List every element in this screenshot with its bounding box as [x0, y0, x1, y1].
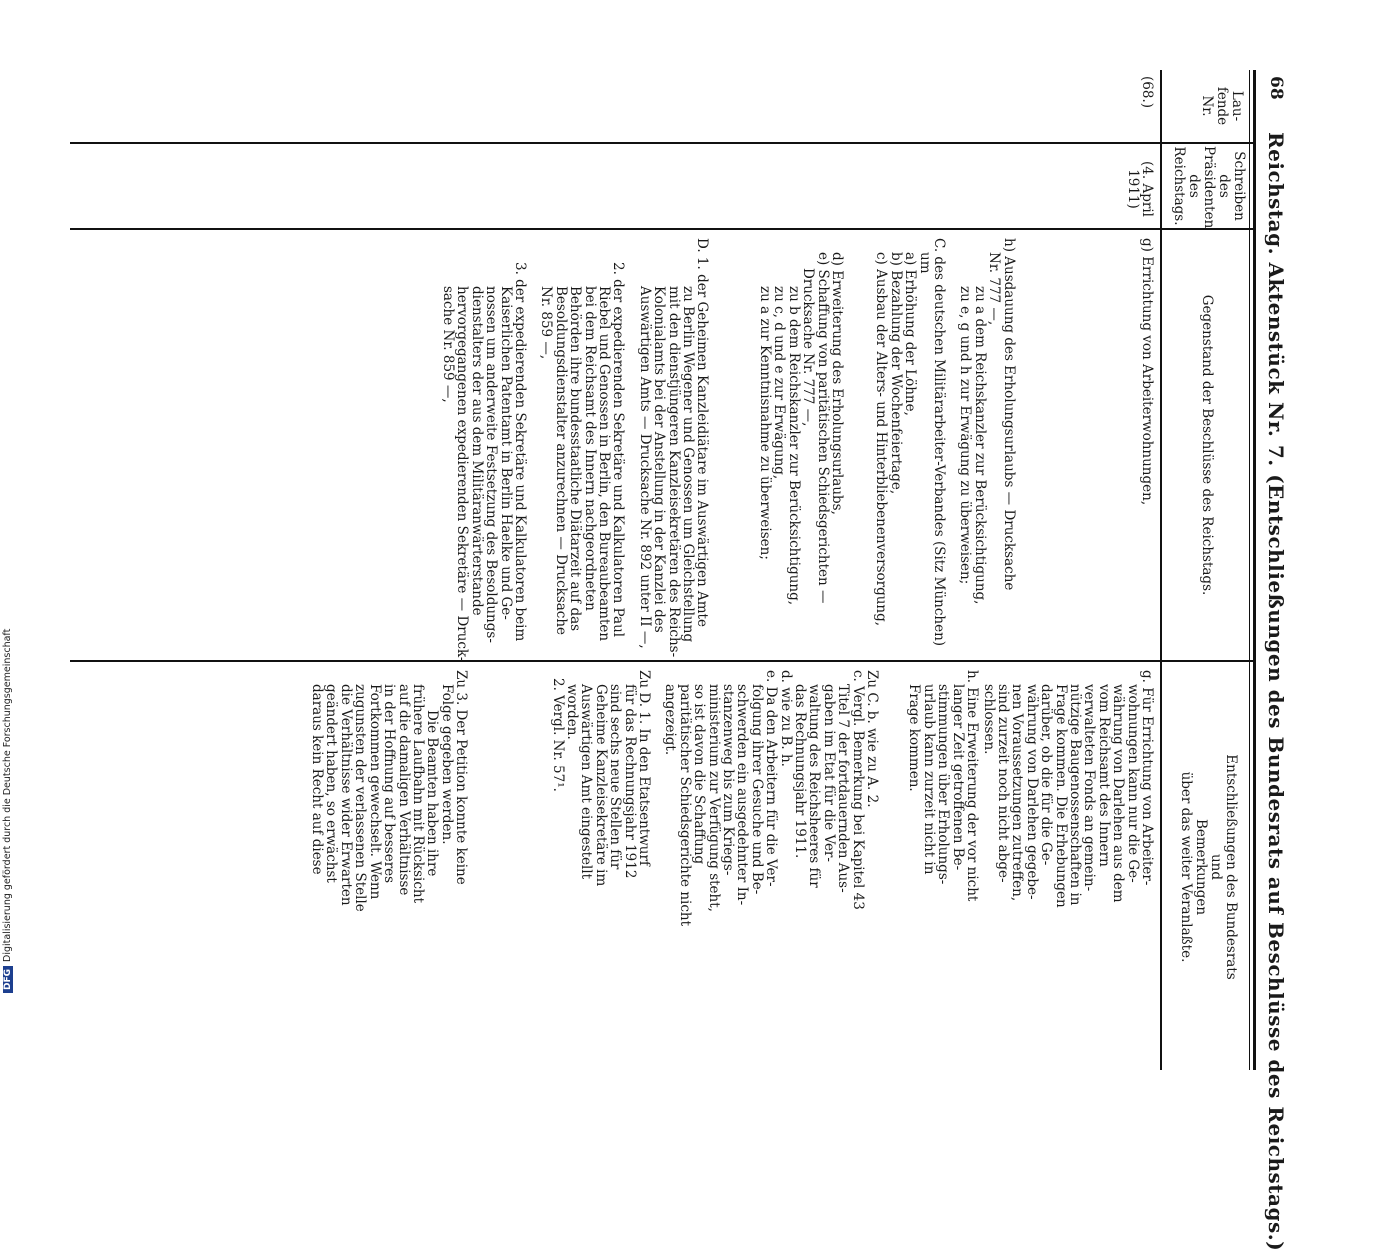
header-line: über das weiter Veranlaßte.	[1178, 771, 1194, 963]
text-line: C. des deutschen Militärarbeiter-Verbandes (Sitz München)	[930, 238, 947, 647]
text-line: Drucksache Nr. 777 —,	[800, 268, 817, 427]
text-line: Nr. 777 —,	[986, 252, 1003, 326]
text-line: c. Vergl. Bemerkung bei Kapitel 43	[849, 670, 866, 910]
text-line: g. Für Errichtung von Arbeiter-	[1139, 670, 1155, 886]
header-schreiben	[1171, 146, 1247, 229]
text-line: zugunsten der verlassenen Stelle	[352, 684, 369, 912]
text-line: Frage kommen. Die Erhebungen	[1052, 684, 1069, 908]
text-line: Auswärtigen Amt eingestellt	[578, 684, 595, 880]
header-line: Gegenstand der Beschlüsse des Reichstags.	[1199, 294, 1215, 596]
text-line: währung von Darlehen aus dem	[1110, 684, 1127, 903]
entschliessung-block-c-e	[663, 670, 778, 1066]
text-line: die Verhältnisse wider Erwarten	[337, 684, 354, 906]
text-line: b) Bezahlung der Wochenfeiertage,	[887, 252, 904, 495]
gegenstand-block-d3	[440, 238, 529, 662]
text-line: g) Errichtung von Arbeiterwohnungen,	[1139, 238, 1155, 506]
text-line: Kaiserlichen Patentamt in Berlin Haelke und Ge-	[497, 286, 514, 620]
header-line: Lau-	[1229, 90, 1245, 122]
text-line: h) Ausdauung des Erholungsurlaubs — Drucksache	[1000, 238, 1017, 591]
text-line: darüber, ob die für die Ge-	[1038, 684, 1055, 866]
text-line: c) Ausbau der Alters- und Hinterbliebenenversorgung,	[873, 252, 890, 627]
text-line: stanzenweg bis zum Kriegs-	[720, 684, 737, 876]
text-line: so ist davon die Schaffung	[691, 684, 708, 865]
text-line: zu b dem Reichskanzler zur Berücksichtigung,	[785, 286, 802, 606]
gegenstand-block-d2	[539, 238, 625, 656]
dfg-logo-icon: DFG	[3, 966, 13, 993]
text-line: schwerden ein ausgedehnter In-	[734, 684, 751, 906]
text-line: d) Erweiterung des Erholungsurlaubs,	[828, 252, 845, 515]
text-line: Geheime Kanzleisekretäre im	[592, 684, 609, 887]
column-divider-1	[70, 142, 1256, 144]
gegenstand-block-h	[958, 238, 1016, 656]
text-line: folgung ihrer Gesuche und Be-	[748, 684, 765, 895]
text-line: urlaub kann zurzeit nicht in	[920, 684, 937, 875]
digitization-credit	[2, 629, 13, 993]
header-line: und	[1208, 853, 1224, 881]
entschliessung-block-c-c	[793, 670, 865, 1066]
header-gegenstand	[1199, 232, 1214, 658]
header-line: Nr.	[1199, 95, 1215, 117]
text-line: a) Erhöhung der Löhne,	[902, 252, 919, 416]
entschliessung-block-g	[981, 670, 1154, 1066]
text-line: Besoldungsdienstalter anzurechnen — Drucksache	[552, 286, 569, 636]
text-line: waltung des Reichsheeres für	[806, 684, 823, 888]
text-line: frühere Laufbahn mit Rücksicht	[409, 684, 426, 903]
text-line: Nr. 859 —,	[538, 286, 555, 360]
text-line: sind zurzeit noch nicht abge-	[994, 684, 1011, 883]
text-line: Frage kommen.	[906, 684, 923, 792]
entschliessung-block-d1	[565, 670, 651, 1066]
column-divider-2	[70, 228, 1256, 230]
text-line: bei dem Reichsamt des Innern nachgeordneten	[581, 286, 598, 611]
text-line: sache Nr. 859 —,	[440, 286, 456, 403]
text-line: D. 1. der Geheimen Kanzleidiätare im Auswärtigen Amte	[694, 238, 711, 627]
text-line: daraus kein Recht auf diese	[309, 684, 326, 875]
text-line: zu Berlin Wegener und Genossen um Gleichstellung	[680, 286, 697, 643]
header-line: Präsidenten	[1201, 146, 1217, 229]
header-bottom-rule	[1160, 70, 1162, 1070]
gegenstand-block-c	[874, 238, 946, 656]
text-line: Behörden ihre bundesstaatliche Diätarzeit auf das	[567, 286, 584, 632]
column-divider-3	[70, 660, 1256, 662]
text-line: Die Beamten haben ihre	[424, 710, 441, 877]
text-line: Zu D. 1. In den Etatsentwurf	[636, 670, 652, 866]
text-line: in der Hoffnung auf besseres	[381, 684, 398, 884]
text-line: e. Da den Arbeitern für die Ver-	[763, 670, 780, 887]
text-line: hervorgegangenen expedierenden Sekretäre — Druck-	[454, 286, 471, 662]
text-line: mit den dienstjüngeren Kanzleisekretären des Reichs-	[665, 286, 682, 658]
gegenstand-block-de	[758, 238, 844, 656]
header-line: des	[1186, 174, 1202, 198]
date-line: (4. April	[1139, 161, 1155, 217]
text-line: nützige Baugenossenschaften in	[1066, 684, 1083, 906]
text-line: nen Voraussetzungen zutreffen,	[1009, 684, 1026, 902]
text-line: gaben im Etat für die Ver-	[820, 684, 837, 862]
text-line: schlossen.	[980, 684, 997, 755]
text-line: zu e, g und h zur Erwägung zu überweisen;	[957, 286, 974, 585]
text-line: zu c, d und e zur Erwägung,	[771, 286, 788, 480]
header-entschliessungen	[1178, 664, 1238, 1070]
entschliessungen-column	[310, 670, 1154, 1066]
header-line: fende	[1214, 86, 1230, 126]
document-page	[70, 70, 1290, 1251]
text-line: währung von Darlehen gegebe-	[1023, 684, 1040, 900]
text-line: langer Zeit getroffenen Be-	[949, 684, 966, 871]
table-top-rule-thin	[1249, 70, 1250, 1070]
text-line: Zu C. b. wie zu A. 2.	[864, 670, 881, 808]
text-line: ministerium zur Verfügung steht,	[705, 684, 722, 912]
text-line: für das Rechnungsjahr 1912	[621, 684, 638, 879]
text-line: angezeigt.	[662, 684, 679, 756]
text-line: zu a zur Kenntnisnahme zu überweisen;	[756, 286, 773, 560]
text-line: Auswärtigen Amts — Drucksache Nr. 892 unter II —,	[636, 286, 653, 649]
text-line: nossen um anderweite Festsetzung des Besoldungs-	[483, 286, 500, 643]
text-line: paritätischer Schiedsgerichte nicht	[676, 684, 693, 927]
text-line: Zu 3. Der Petition konnte keine	[453, 670, 470, 885]
text-line: sind sechs neue Stellen für	[607, 684, 624, 870]
text-line: Fortkommen gewechselt. Wenn	[366, 684, 383, 900]
table-top-rule	[1253, 70, 1256, 1070]
header-line: Bemerkungen	[1193, 818, 1209, 916]
text-line: 3. der expedierenden Sekretäre und Kalkulatoren beim	[512, 262, 529, 642]
entschliessung-block-h	[907, 670, 979, 1066]
text-line: worden.	[563, 684, 580, 740]
date-line: 1911)	[1124, 169, 1141, 209]
header-line: Schreiben	[1231, 151, 1247, 221]
header-line: Reichstags.	[1171, 146, 1187, 226]
gegenstand-block-d1	[637, 238, 709, 656]
text-line: 2. Vergl. Nr. 57¹.	[549, 678, 566, 792]
header-line: des	[1216, 174, 1232, 198]
text-line: Riebel und Genossen in Berlin, den Bureaubeamten	[596, 286, 613, 642]
text-line: d. wie zu B. h.	[777, 670, 794, 767]
text-line: e) Schaffung von paritätischen Schiedsgerichten —	[814, 252, 831, 604]
running-title: Reichstag. Aktenstück Nr. 7. (Entschließungen des Bundesrats auf Beschlüsse des Reichstags.)	[1264, 132, 1288, 1251]
gegenstand-block-g	[1140, 238, 1154, 656]
text-line: dienstalters der aus dem Militäranwärterstande	[468, 286, 485, 616]
text-line: das Rechnungsjahr 1911.	[792, 684, 809, 859]
text-line: 2. der expedierenden Sekretäre und Kalkulatoren Paul	[610, 262, 627, 638]
row-number: (68.)	[1139, 76, 1155, 109]
header-lfd-nr	[1199, 72, 1244, 140]
text-line: um	[916, 252, 933, 274]
page-number: 68	[1266, 76, 1286, 100]
text-line: verwalteten Fonds an gemein-	[1081, 684, 1098, 892]
text-line: auf die damaligen Verhältnisse	[395, 684, 412, 896]
text-line: wohnungen kann nur die Ge-	[1124, 684, 1141, 883]
gegenstand-column	[429, 238, 1155, 662]
text-line: stimmungen über Erholungs-	[935, 684, 952, 885]
text-line: zu a dem Reichskanzler zur Berücksichtigung,	[971, 286, 988, 605]
text-line: vom Reichsamt des Innern	[1095, 684, 1112, 867]
header-line: Entschließungen des Bundesrats	[1223, 754, 1239, 980]
row-date	[1125, 154, 1154, 224]
text-line: geändert haben, so erwächst	[323, 684, 340, 883]
entschliessung-block-d3	[310, 670, 468, 1066]
text-line: Kolonialamts bei der Anstellung in der Kanzlei des	[651, 286, 668, 633]
credit-text: Digitalisierung gefördert durch die Deutsche Forschungsgemeinschaft	[2, 628, 13, 962]
text-line: Titel 7 der fortdauernden Aus-	[835, 684, 852, 893]
text-line: h. Eine Erweiterung der vor nicht	[964, 670, 981, 902]
text-line: Folge gegeben werden.	[438, 684, 455, 845]
